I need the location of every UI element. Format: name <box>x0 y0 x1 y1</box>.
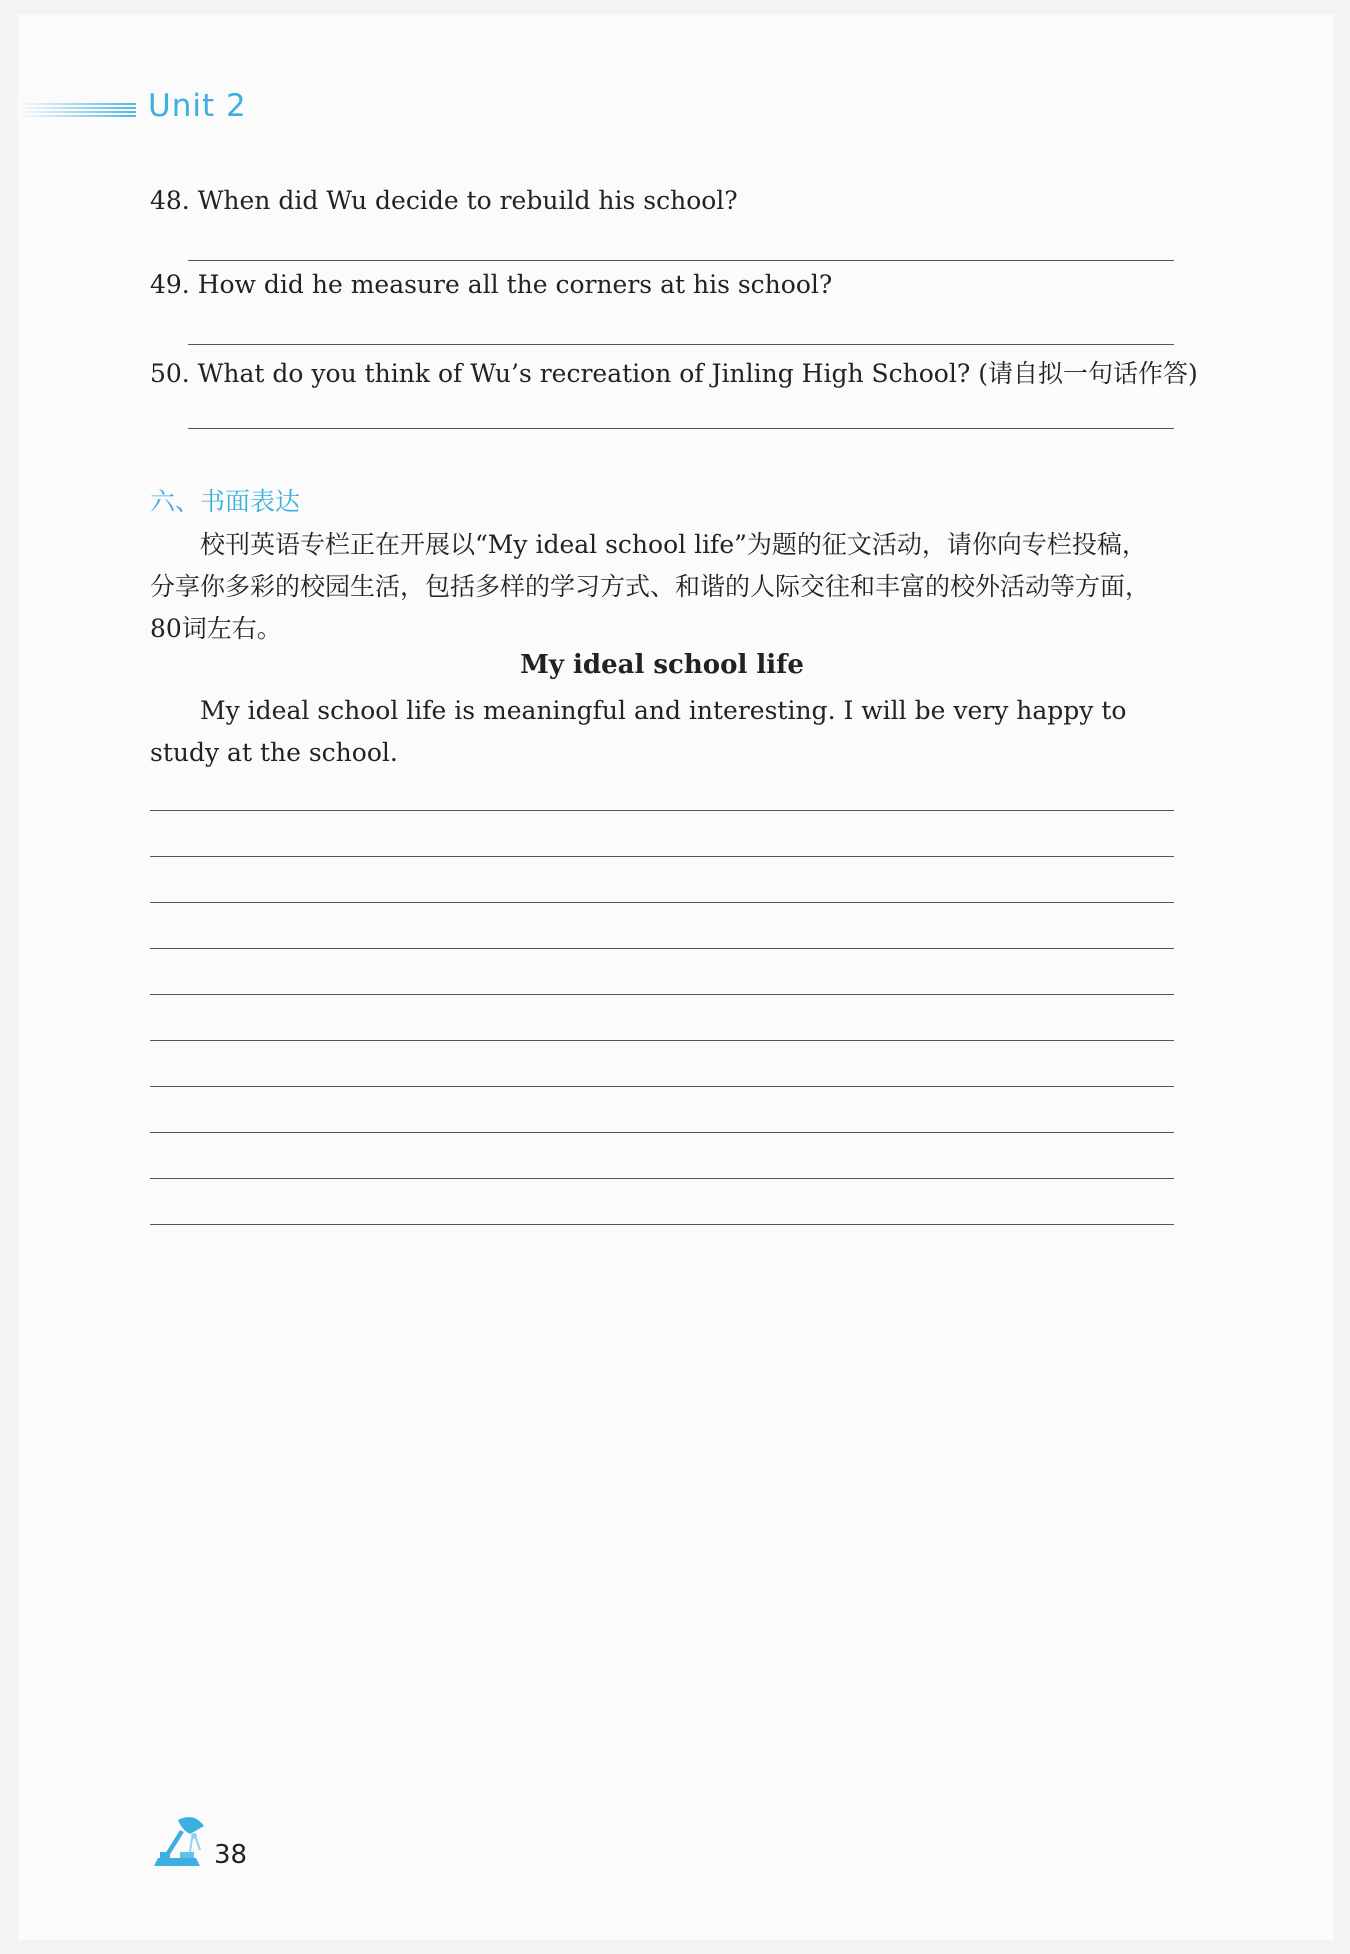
writing-line[interactable] <box>150 1224 1174 1225</box>
answer-line-49[interactable] <box>188 344 1174 345</box>
unit-title: Unit 2 <box>148 88 247 124</box>
writing-line[interactable] <box>150 1040 1174 1041</box>
writing-line[interactable] <box>150 810 1174 811</box>
section-heading-writing: 六、书面表达 <box>150 487 301 516</box>
header-decoration-stripes <box>18 103 136 121</box>
worksheet-page <box>18 14 1334 1940</box>
question-50: 50. What do you think of Wu’s recreation of Jinling High School? (请自拟一句话作答) <box>150 359 1198 388</box>
page-number: 38 <box>214 1840 248 1870</box>
writing-line[interactable] <box>150 902 1174 903</box>
writing-line[interactable] <box>150 856 1174 857</box>
question-49: 49. How did he measure all the corners at his school? <box>150 270 833 299</box>
question-48: 48. When did Wu decide to rebuild his school? <box>150 186 738 215</box>
essay-title: My ideal school life <box>520 650 804 680</box>
essay-opening: My ideal school life is meaningful and interesting. I will be very happy to study at the school. <box>150 696 1127 767</box>
writing-instructions: 校刊英语专栏正在开展以“My ideal school life”为题的征文活动，请你向专栏投稿，分享你多彩的校园生活，包括多样的学习方式、和谐的人际交往和丰富的校外活动等方面，80词左右。 <box>150 530 1151 643</box>
writing-line[interactable] <box>150 994 1174 995</box>
desk-lamp-icon <box>150 1812 210 1870</box>
writing-line[interactable] <box>150 1178 1174 1179</box>
answer-line-48[interactable] <box>188 260 1174 261</box>
writing-line[interactable] <box>150 948 1174 949</box>
answer-line-50[interactable] <box>188 428 1174 429</box>
writing-line[interactable] <box>150 1086 1174 1087</box>
writing-line[interactable] <box>150 1132 1174 1133</box>
